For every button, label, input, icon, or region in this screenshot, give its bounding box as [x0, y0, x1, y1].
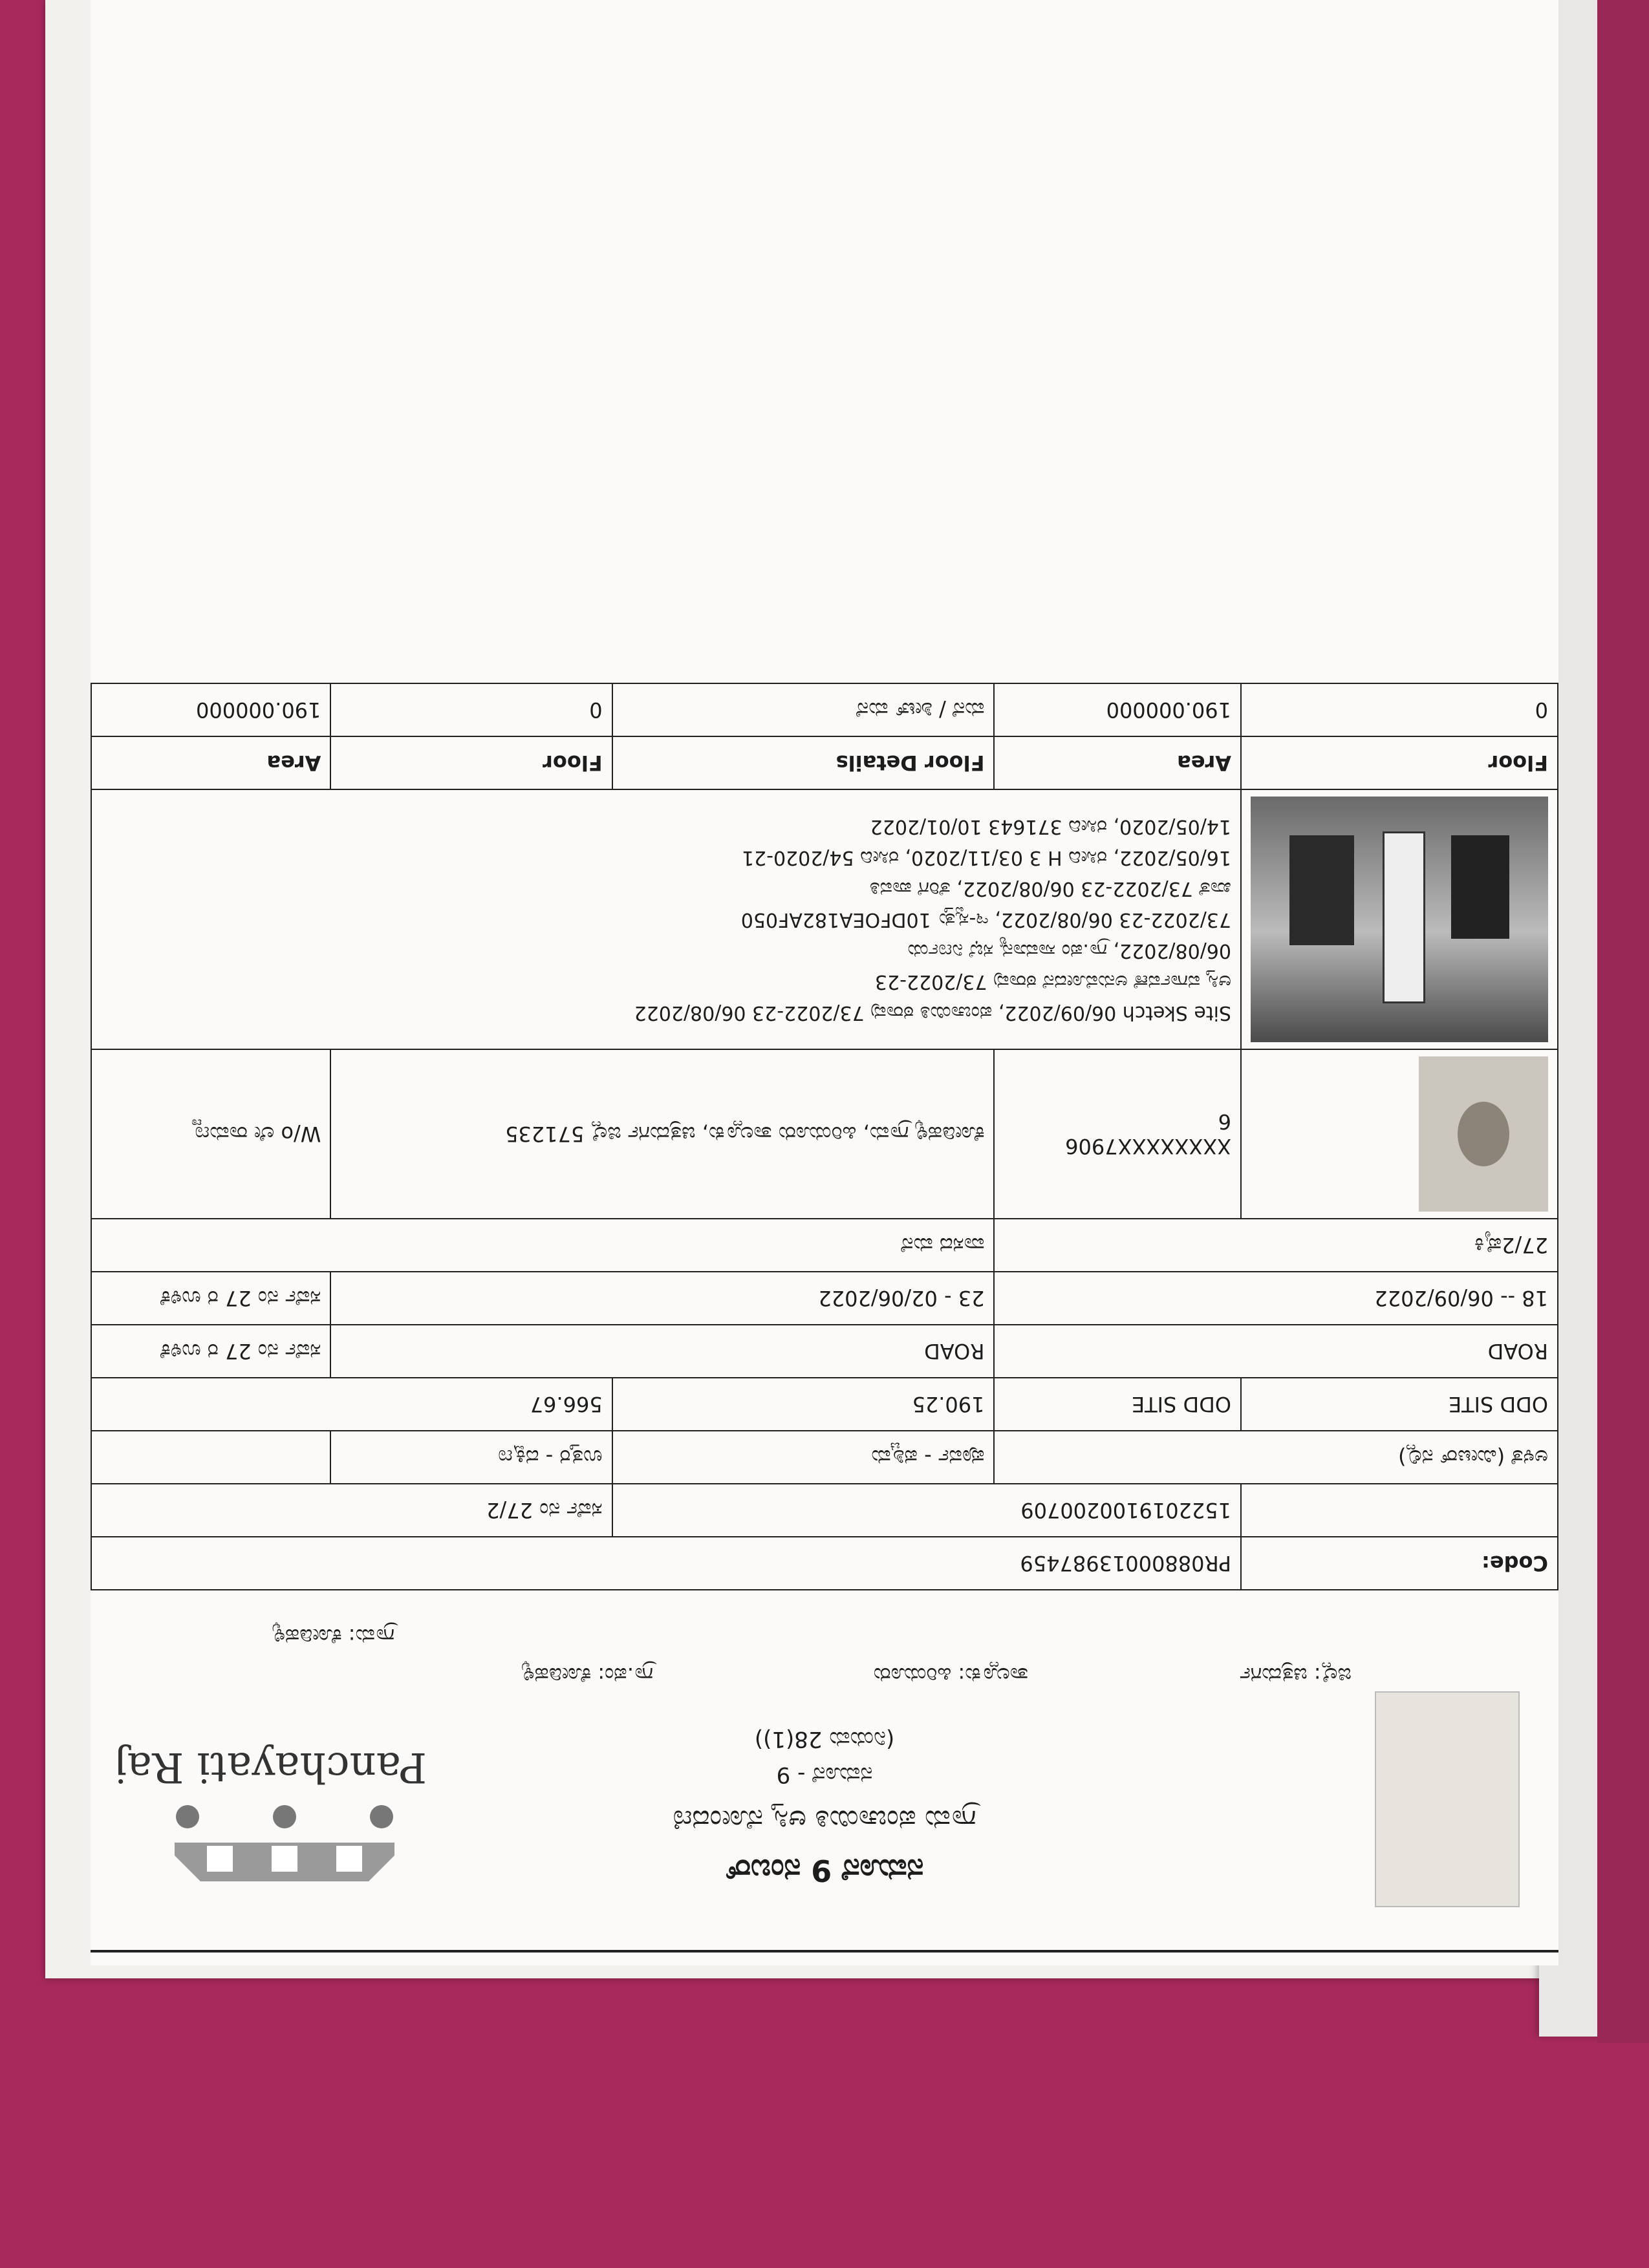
- floor-details-value: ಮನೆ / ಶೀಟ್ ಮನೆ: [612, 683, 995, 736]
- remark-line: Site Sketch 06/09/2022, ಪಂಚಾಯಿತಿ ಠರಾವು 73/2022-23 06/08/2022: [634, 1001, 1231, 1024]
- odd-site-2: ODD SITE: [995, 1378, 1242, 1431]
- registration-date-2: 23 - 02/06/2022: [330, 1272, 994, 1325]
- district-field: ಜಿಲ್ಲೆ: ಚಿತ್ರದುರ್ಗ: [1240, 1663, 1352, 1687]
- remarks-cell: [91, 789, 1241, 1049]
- remark-line: ಖಾತೆ 73/2022-23 06/08/2022, ತೆರಿಗೆ ಪಾವತಿ: [869, 877, 1231, 900]
- boundary-note: ಸರ್ವೆ ನಂ 27 ರ ಉಳಿಕೆ: [91, 1325, 330, 1378]
- area-sqft: 566.67: [91, 1378, 612, 1431]
- owner-photo: [1419, 1056, 1548, 1212]
- owner-photo-cell: [1241, 1049, 1558, 1219]
- survey-number: ಸರ್ವೆ ನಂ 27/2: [91, 1484, 612, 1537]
- east-west-label: ಪೂರ್ವ - ಪಶ್ಚಿಮ: [612, 1431, 995, 1484]
- survey-no-detail: 27/2ಪೈಕಿ: [995, 1219, 1558, 1272]
- photo-person-left: [1451, 835, 1509, 939]
- table-row: [91, 736, 1558, 789]
- government-emblem-icon: [1375, 1691, 1520, 1907]
- owner-relation: W/o ಲೇ ರಾಮಣ್ಣ: [91, 1049, 330, 1219]
- table-row: [91, 1219, 1558, 1272]
- owner-face-icon: [1458, 1102, 1509, 1166]
- top-rule: [91, 1950, 1558, 1952]
- brand-text: Panchayati Raj: [114, 1743, 427, 1791]
- road-boundary-2: ROAD: [330, 1325, 994, 1378]
- owner-address: ಕೋಡಿಹಳ್ಳಿ ಗ್ರಾಮ, ಹಿರಿಯೂರು ತಾಲ್ಲೂಕು, ಚಿತ್ರದುರ್ಗ ಜಿಲ್ಲೆ 571235: [330, 1049, 994, 1219]
- property-details-table: [91, 683, 1558, 1590]
- owner-aadhaar: [995, 1049, 1242, 1219]
- boundary-note-2: ಸರ್ವೆ ನಂ 27 ರ ಉಳಿಕೆ: [91, 1272, 330, 1325]
- table-row: [91, 1049, 1558, 1219]
- registration-date-1: 18 -- 06/09/2022: [995, 1272, 1558, 1325]
- area-sqm: 190.25: [612, 1378, 995, 1431]
- table-row: [91, 1272, 1558, 1325]
- odd-site-1: ODD SITE: [1241, 1378, 1558, 1431]
- document-title: ನಮೂನೆ 9 ನಂಬರ್: [725, 1853, 924, 1888]
- property-id: 1522019100200709: [612, 1484, 1241, 1537]
- table-row: [91, 1325, 1558, 1378]
- floor-details-header: Floor Details: [612, 736, 995, 789]
- photo-person-right: [1289, 835, 1354, 945]
- floor-value-2: 0: [330, 683, 612, 736]
- table-row: [91, 683, 1558, 736]
- code-label: Code:: [1241, 1537, 1558, 1590]
- area-header: Area: [995, 736, 1242, 789]
- id-label: [1241, 1484, 1558, 1537]
- table-row: [91, 789, 1558, 1049]
- floor-value: 0: [1241, 683, 1558, 736]
- floor-header: Floor: [1241, 736, 1558, 789]
- remark-line: ಆಸ್ತಿ ವರ್ಗಾವಣೆ ಅನುಮೋದನೆ ಠರಾವು 73/2022-23: [874, 970, 1231, 993]
- area-header-2: Area: [91, 736, 330, 789]
- dimension-label: ಅಳತೆ (ಮೀಟರ್ ನಲ್ಲಿ): [995, 1431, 1558, 1484]
- owner-count: 6: [1218, 1109, 1231, 1134]
- area-value-2: 190.000000: [91, 683, 330, 736]
- village-field: ಗ್ರಾಮ: ಕೋಡಿಹಳ್ಳಿ: [272, 1624, 394, 1649]
- area-value: 190.000000: [995, 683, 1242, 736]
- property-usage: ವಾಸದ ಮನೆ: [91, 1219, 995, 1272]
- photo-person-center: [1383, 831, 1425, 1003]
- remark-line: 06/08/2022, ಗ್ರಾ.ಪಂ ಸಾಮಾನ್ಯ ಸಭೆ ನಿರ್ಣಯ: [907, 939, 1231, 962]
- taluk-field: ತಾಲ್ಲೂಕು: ಹಿರಿಯೂರು: [873, 1663, 1028, 1687]
- table-row: [91, 1378, 1558, 1431]
- remark-line: 16/05/2022, ರಸೀದಿ H 3 03/11/2020, ರಸೀದಿ 54/2020-21: [741, 846, 1231, 869]
- document-subtitle: ಗ್ರಾಮ ಪಂಚಾಯಿತಿ ಆಸ್ತಿ ನೋಂದಣಿ: [673, 1804, 976, 1836]
- remark-line: 73/2022-23 06/08/2022, ಇ-ಸ್ವತ್ತು 10DFOEA182AF050: [740, 908, 1231, 931]
- table-row: [91, 1431, 1558, 1484]
- form-number: ನಮೂನೆ - 9: [776, 1762, 873, 1788]
- panchayati-raj-logo-icon: [162, 1797, 407, 1888]
- property-photo-cell: [1241, 789, 1558, 1049]
- side-strip: [1597, 0, 1649, 2043]
- road-boundary-1: ROAD: [995, 1325, 1558, 1378]
- area-label: [91, 1431, 330, 1484]
- document-page: [91, 0, 1558, 1965]
- remark-line: 14/05/2020, ರಸೀದಿ 371643 10/01/2022: [870, 815, 1231, 838]
- table-row: [91, 1484, 1558, 1537]
- property-code: PR08800013987459: [91, 1537, 1241, 1590]
- property-photo: [1251, 797, 1548, 1042]
- floor-header-2: Floor: [330, 736, 612, 789]
- aadhaar-number: XXXXXXXX7906: [1065, 1134, 1231, 1159]
- gp-field: ಗ್ರಾ.ಪಂ: ಕೋಡಿಹಳ್ಳಿ: [522, 1663, 653, 1687]
- rule-section: (ನಿಯಮ 28(1)): [754, 1726, 895, 1752]
- north-south-label: ಉತ್ತರ - ದಕ್ಷಿಣ: [330, 1431, 612, 1484]
- table-row: [91, 1537, 1558, 1590]
